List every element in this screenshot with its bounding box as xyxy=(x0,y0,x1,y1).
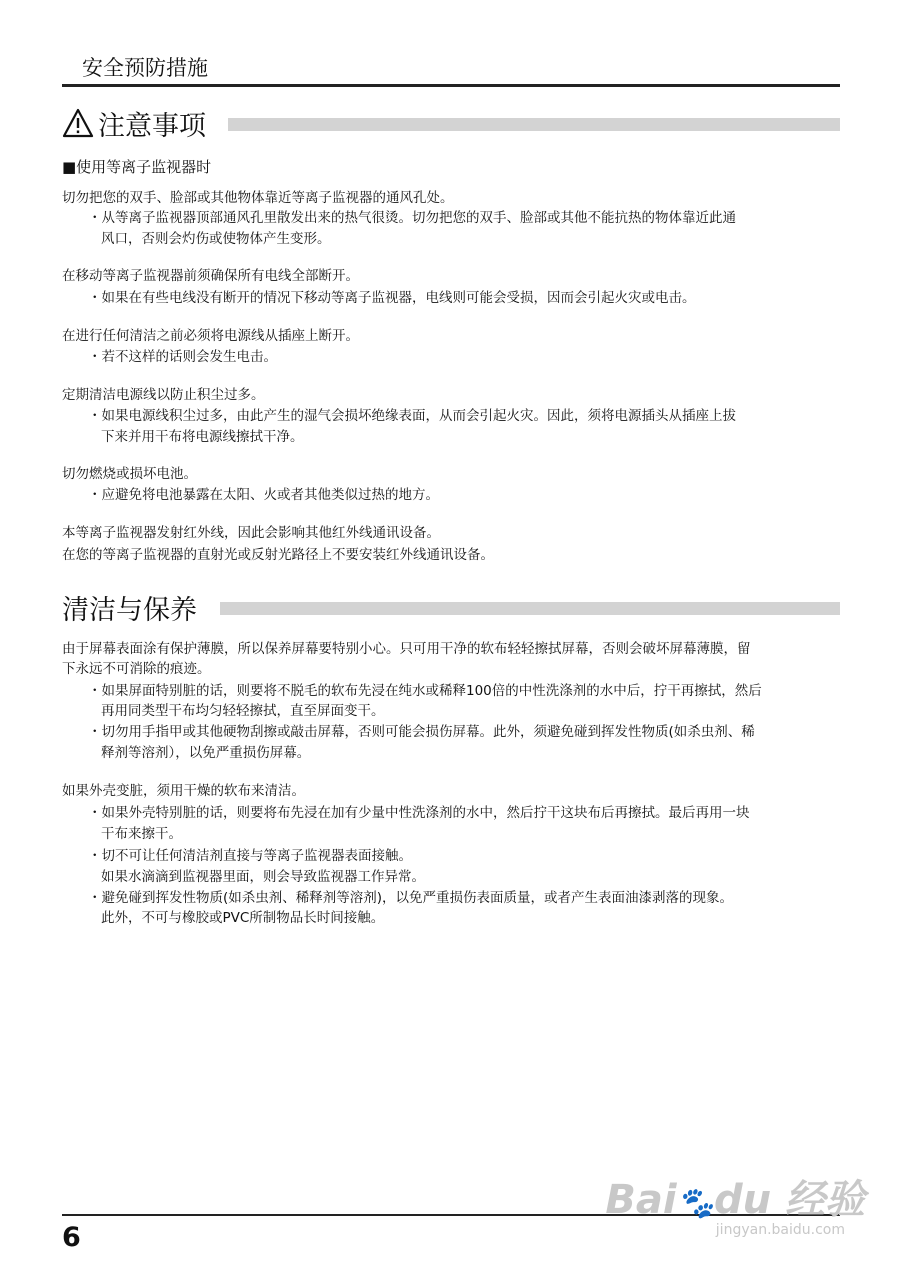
warning-icon xyxy=(62,108,94,138)
cleaning-title-bar xyxy=(220,602,840,615)
paragraph-heading: 下永远不可消除的痕迹。 xyxy=(62,661,211,677)
caution-title: 注意事项 xyxy=(98,111,206,142)
bullet-continuation: 再用同类型干布均匀轻轻擦拭，直至屏面变干。 xyxy=(101,703,385,719)
paragraph-heading: 在您的等离子监视器的直射光或反射光路径上不要安装红外线通讯设备。 xyxy=(62,547,494,563)
bullet-item: ・切不可让任何清洁剂直接与等离子监视器表面接触。 xyxy=(88,848,412,864)
watermark-url: jingyan.baidu.com xyxy=(715,1222,845,1238)
paragraph-heading: 如果外壳变脏，须用干燥的软布来清洁。 xyxy=(62,783,305,799)
bullet-continuation: 释剂等溶剂），以免严重损伤屏幕。 xyxy=(101,745,311,761)
bullet-item: ・从等离子监视器顶部通风孔里散发出来的热气很烫。切勿把您的双手、脸部或其他不能抗热的物体靠近此通 xyxy=(88,210,736,226)
paragraph-heading: 切勿把您的双手、脸部或其他物体靠近等离子监视器的通风孔处。 xyxy=(62,190,454,206)
bullet-continuation: 此外，不可与橡胶或PVC所制物品长时间接触。 xyxy=(101,910,385,926)
bullet-item: ・如果电源线积尘过多，由此产生的湿气会损坏绝缘表面，从而会引起火灾。因此，须将电源插头从插座上拔 xyxy=(88,408,736,424)
bullet-item: ・避免碰到挥发性物质(如杀虫剂、稀释剂等溶剂)，以免严重损伤表面质量，或者产生表面油漆剥落的现象。 xyxy=(88,890,734,906)
paragraph-heading: 本等离子监视器发射红外线，因此会影响其他红外线通讯设备。 xyxy=(62,525,440,541)
bullet-continuation: 如果水滴滴到监视器里面，则会导致监视器工作异常。 xyxy=(101,869,425,885)
bullet-continuation: 下来并用干布将电源线擦拭干净。 xyxy=(101,429,304,445)
caution-subheading: ■使用等离子监视器时 xyxy=(62,158,212,176)
bullet-item: ・若不这样的话则会发生电击。 xyxy=(88,349,277,365)
caution-title-bar xyxy=(228,118,840,131)
bullet-continuation: 干布来擦干。 xyxy=(101,826,182,842)
bullet-continuation: 风口，否则会灼伤或使物体产生变形。 xyxy=(101,231,331,247)
header-rule xyxy=(62,84,840,87)
cleaning-title: 清洁与保养 xyxy=(62,595,197,626)
paragraph-heading: 在移动等离子监视器前须确保所有电线全部断开。 xyxy=(62,268,359,284)
paragraph-heading: 在进行任何清洁之前必须将电源线从插座上断开。 xyxy=(62,328,359,344)
page-header-title: 安全预防措施 xyxy=(82,56,208,80)
paragraph-heading: 切勿燃烧或损坏电池。 xyxy=(62,466,197,482)
bullet-item: ・应避免将电池暴露在太阳、火或者其他类似过热的地方。 xyxy=(88,487,439,503)
bullet-item: ・如果屏面特别脏的话，则要将不脱毛的软布先浸在纯水或稀释100倍的中性洗涤剂的水中后，拧干再擦拭，然后 xyxy=(88,683,762,699)
watermark-logo: Bai🐾du 经验 xyxy=(605,1177,865,1223)
bullet-item: ・切勿用手指甲或其他硬物刮擦或敲击屏幕，否则可能会损伤屏幕。此外，须避免碰到挥发性物质(如杀虫剂、稀 xyxy=(88,724,755,740)
bullet-item: ・如果在有些电线没有断开的情况下移动等离子监视器，电线则可能会受损，因而会引起火灾或电击。 xyxy=(88,290,696,306)
bullet-item: ・如果外壳特别脏的话，则要将布先浸在加有少量中性洗涤剂的水中，然后拧干这块布后再擦拭。最后再用一块 xyxy=(88,805,750,821)
page-number: 6 xyxy=(62,1222,81,1253)
paragraph-heading: 由于屏幕表面涂有保护薄膜，所以保养屏幕要特别小心。只可用干净的软布轻轻擦拭屏幕，否则会破坏屏幕薄膜，留 xyxy=(62,641,751,657)
paragraph-heading: 定期清洁电源线以防止积尘过多。 xyxy=(62,387,265,403)
